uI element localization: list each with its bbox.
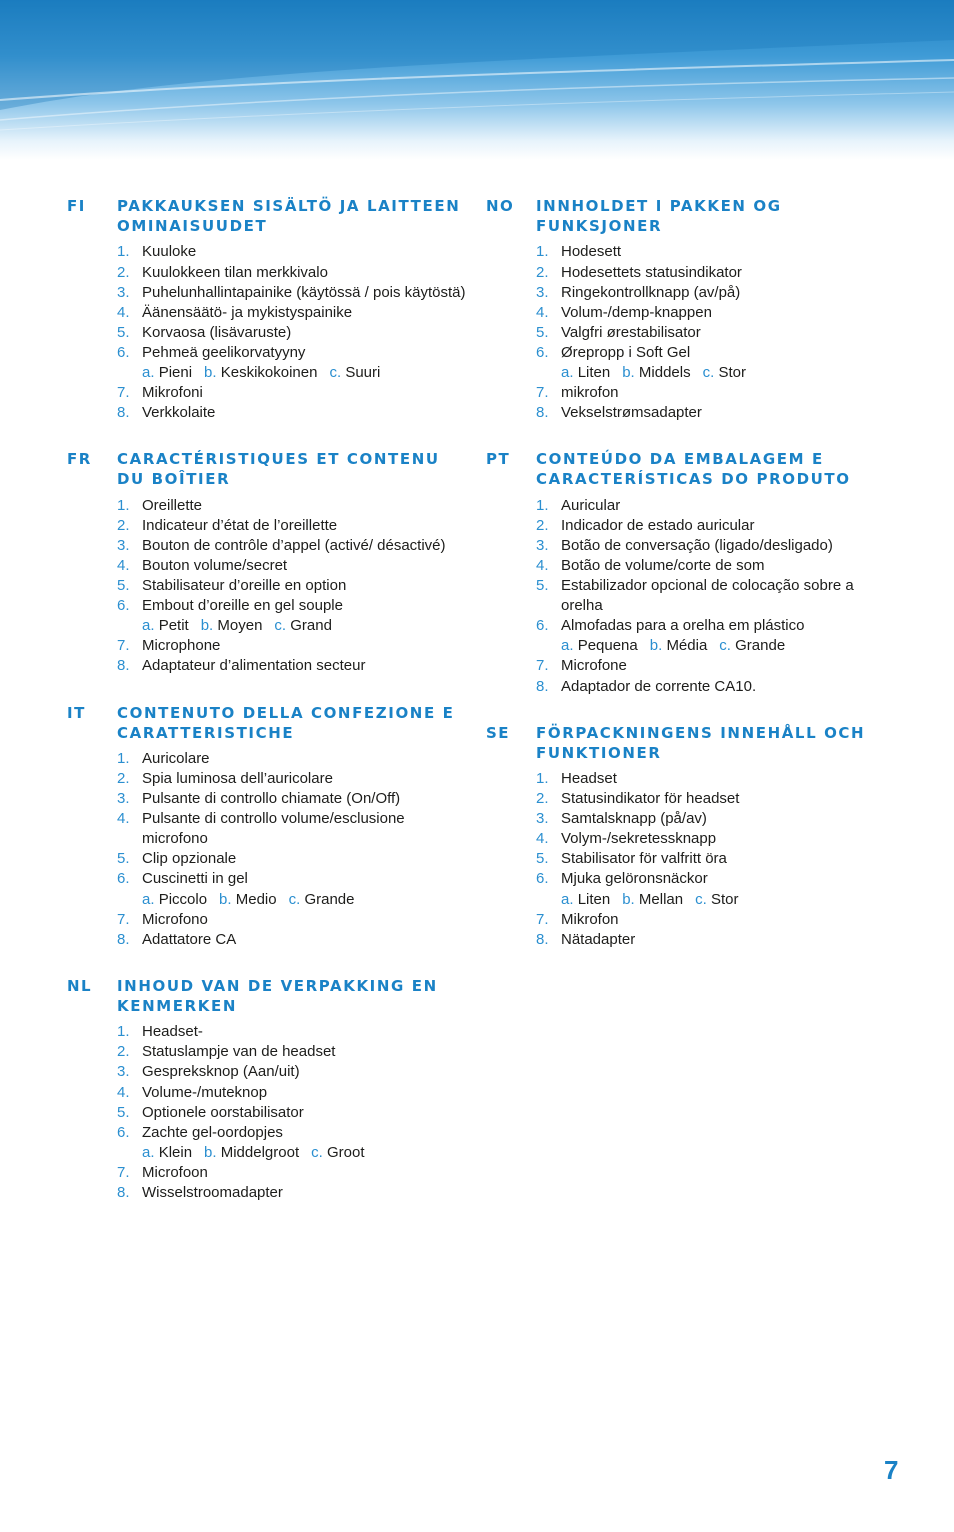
- section-nl: [67, 976, 467, 1203]
- size-letter: c.: [274, 617, 287, 635]
- language-code: FR: [67, 450, 92, 469]
- list-item: [117, 849, 467, 869]
- item-text: Pehmeä geelikorvatyyny: [142, 343, 306, 361]
- item-number: 6.: [117, 1123, 130, 1141]
- item-number: 6.: [117, 597, 130, 615]
- item-text: Headset-: [142, 1023, 203, 1041]
- item-number: 8.: [117, 657, 130, 675]
- size-letter: b.: [622, 363, 635, 381]
- item-text: Indicateur d’état de l’oreillette: [142, 516, 338, 534]
- item-text: Ringekontrollknapp (av/på): [561, 283, 741, 301]
- item-number: 2.: [536, 516, 549, 534]
- item-text: Hodesett: [561, 243, 622, 261]
- item-text: Embout d’oreille en gel souple: [142, 597, 343, 615]
- size-option: [142, 1143, 192, 1163]
- list-item: [117, 749, 467, 769]
- item-number: 1.: [536, 770, 549, 787]
- list-item: [536, 930, 886, 950]
- size-letter: a.: [561, 890, 574, 908]
- size-option: [142, 616, 189, 636]
- item-number: 7.: [117, 910, 130, 928]
- item-text: Volym-/sekretessknapp: [561, 830, 717, 848]
- item-text: Estabilizador opcional de colocação sobre a orelha: [561, 577, 854, 615]
- size-option: [561, 363, 610, 383]
- size-name: Stor: [710, 890, 739, 908]
- section-heading: [67, 976, 467, 1016]
- size-name: Grande: [304, 890, 355, 908]
- item-text: Microfoon: [142, 1163, 208, 1181]
- item-number: 1.: [117, 496, 130, 514]
- size-option: [719, 636, 785, 656]
- item-text: Auricular: [561, 496, 621, 514]
- section-heading: [67, 196, 467, 236]
- list-item: [117, 636, 467, 656]
- item-text: mikrofon: [561, 384, 619, 402]
- item-text: Nätadapter: [561, 930, 636, 948]
- size-options: [142, 1143, 467, 1163]
- item-number: 2.: [117, 263, 130, 281]
- item-number: 8.: [536, 404, 549, 422]
- size-options: [142, 363, 467, 383]
- item-text: Bouton volume/secret: [142, 556, 288, 574]
- header-banner: [0, 0, 954, 160]
- item-text: Äänensäätö- ja mykistyspainike: [142, 303, 353, 321]
- item-number: 2.: [536, 263, 549, 281]
- item-text: Volume-/muteknop: [142, 1083, 268, 1101]
- list-item: [536, 656, 886, 676]
- size-options: [142, 890, 467, 910]
- item-text: Optionele oorstabilisator: [142, 1103, 304, 1121]
- item-text: Botão de volume/corte de som: [561, 556, 765, 574]
- section-no: [486, 196, 886, 423]
- size-name: Média: [666, 637, 708, 655]
- list-item: [536, 263, 886, 283]
- size-option: [204, 363, 317, 383]
- item-number: 7.: [536, 910, 549, 928]
- item-number: 4.: [117, 1083, 130, 1101]
- size-option: [561, 636, 638, 656]
- left-column: [67, 196, 467, 1229]
- item-text: Volum-/demp-knappen: [561, 303, 712, 321]
- item-text: Mikrofon: [561, 910, 619, 928]
- list-item: [117, 1062, 467, 1082]
- size-letter: a.: [142, 890, 155, 908]
- item-text: Mikrofoni: [142, 384, 203, 402]
- list-item: [117, 656, 467, 676]
- list-item: [117, 403, 467, 423]
- list-item: [117, 1083, 467, 1103]
- list-item: [117, 383, 467, 403]
- item-number: 6.: [536, 343, 549, 361]
- section-heading: [486, 196, 886, 236]
- size-option: [219, 890, 277, 910]
- item-text: Clip opzionale: [142, 850, 237, 868]
- item-text: Adaptateur d’alimentation secteur: [142, 657, 366, 675]
- list-item: [536, 576, 886, 616]
- item-list: [117, 242, 467, 423]
- size-option: [703, 363, 746, 383]
- section-title: INHOUD VAN DE VERPAKKING EN KENMERKEN: [117, 976, 438, 1016]
- item-list: [117, 749, 467, 950]
- item-number: 1.: [117, 749, 130, 767]
- size-letter: c.: [288, 890, 301, 908]
- size-letter: a.: [142, 617, 155, 635]
- section-fr: [67, 449, 467, 676]
- list-item: [536, 323, 886, 343]
- size-name: Pequena: [577, 637, 638, 655]
- item-text: Microfono: [142, 910, 208, 928]
- item-text: Samtalsknapp (på/av): [561, 810, 707, 828]
- item-number: 6.: [536, 617, 549, 635]
- size-name: Moyen: [217, 617, 263, 635]
- section-fi: [67, 196, 467, 423]
- item-number: 3.: [117, 1063, 130, 1081]
- list-item: [117, 769, 467, 789]
- size-name: Liten: [577, 890, 611, 908]
- size-letter: b.: [649, 637, 663, 655]
- item-text: Vekselstrømsadapter: [561, 404, 702, 422]
- item-number: 2.: [117, 770, 130, 787]
- page-number: 7: [884, 1455, 899, 1485]
- size-letter: c.: [695, 890, 707, 908]
- size-option: [329, 363, 380, 383]
- size-options: [561, 363, 886, 383]
- item-text: Statuslampje van de headset: [142, 1043, 336, 1061]
- section-title: FÖRPACKNINGENS INNEHÅLL OCH FUNKTIONER: [536, 723, 866, 762]
- list-item: [117, 596, 467, 616]
- list-item: [536, 242, 886, 262]
- size-letter: c.: [311, 1143, 323, 1161]
- item-list: [536, 769, 886, 950]
- list-item: [536, 789, 886, 809]
- item-number: 6.: [536, 870, 549, 888]
- item-text: Bouton de contrôle d’appel (activé/ désactivé): [142, 536, 446, 554]
- item-text: Microfone: [561, 657, 627, 675]
- list-item: [117, 789, 467, 809]
- size-option: [695, 890, 738, 910]
- item-number: 2.: [117, 1043, 130, 1061]
- list-item: [536, 283, 886, 303]
- size-option: [561, 890, 610, 910]
- item-text: Spia luminosa dell’auricolare: [142, 770, 333, 787]
- size-options: [142, 616, 467, 636]
- item-number: 7.: [536, 384, 549, 402]
- size-option: [622, 890, 683, 910]
- size-letter: a.: [561, 637, 574, 655]
- size-option: [142, 363, 192, 383]
- item-text: Hodesettets statusindikator: [561, 263, 742, 281]
- item-text: Adattatore CA: [142, 930, 237, 948]
- section-title: PAKKAUKSEN SISÄLTÖ JA LAITTEEN OMINAISUUDET: [117, 197, 461, 236]
- item-number: 4.: [117, 556, 130, 574]
- list-item: [117, 930, 467, 950]
- item-text: Statusindikator för headset: [561, 790, 740, 808]
- size-name: Stor: [718, 363, 746, 381]
- size-letter: b.: [204, 1143, 217, 1161]
- item-text: Verkkolaite: [142, 404, 216, 422]
- list-item: [536, 677, 886, 697]
- item-number: 1.: [117, 243, 130, 261]
- item-text: Indicador de estado auricular: [561, 516, 755, 534]
- item-number: 3.: [536, 283, 549, 301]
- item-number: 8.: [117, 404, 130, 422]
- list-item: [117, 576, 467, 596]
- size-name: Petit: [158, 617, 189, 635]
- item-number: 5.: [536, 577, 549, 595]
- size-letter: a.: [561, 363, 574, 381]
- list-item: [117, 1163, 467, 1183]
- item-text: Gespreksknop (Aan/uit): [142, 1063, 300, 1081]
- item-number: 7.: [117, 637, 130, 655]
- item-text: Ørepropp i Soft Gel: [561, 343, 691, 361]
- item-number: 3.: [117, 283, 130, 301]
- list-item: [536, 829, 886, 849]
- size-letter: c.: [719, 637, 731, 655]
- size-option: [201, 616, 263, 636]
- size-letter: b.: [219, 890, 232, 908]
- item-number: 7.: [117, 384, 130, 402]
- list-item: [117, 323, 467, 343]
- item-number: 5.: [117, 850, 130, 868]
- size-options: [561, 890, 886, 910]
- list-item: [117, 1183, 467, 1203]
- item-number: 3.: [536, 810, 549, 828]
- size-option: [622, 363, 690, 383]
- list-item: [536, 303, 886, 323]
- language-code: SE: [486, 723, 511, 742]
- list-item: [536, 769, 886, 789]
- item-number: 8.: [536, 677, 549, 695]
- section-title: INNHOLDET I PAKKEN OG FUNKSJONER: [536, 197, 782, 236]
- list-item: [536, 849, 886, 869]
- list-item: [536, 616, 886, 636]
- size-name: Pieni: [158, 363, 193, 381]
- item-text: Pulsante di controllo volume/esclusione microfono: [142, 810, 405, 848]
- item-number: 4.: [536, 303, 549, 321]
- section-se: [486, 723, 886, 950]
- list-item: [117, 556, 467, 576]
- item-text: Zachte gel-oordopjes: [142, 1123, 283, 1141]
- size-letter: c.: [329, 363, 342, 381]
- item-number: 7.: [536, 657, 549, 675]
- size-name: Groot: [326, 1143, 365, 1161]
- item-text: Kuuloke: [142, 243, 197, 261]
- item-text: Mjuka gelöronsnäckor: [561, 870, 708, 888]
- size-letter: c.: [702, 363, 715, 381]
- section-heading: [67, 449, 467, 489]
- list-item: [117, 1042, 467, 1062]
- item-text: Microphone: [142, 637, 221, 655]
- list-item: [536, 556, 886, 576]
- item-text: Stabilisateur d’oreille en option: [142, 577, 347, 595]
- list-item: [117, 303, 467, 323]
- item-text: Oreillette: [142, 496, 203, 514]
- language-code: FI: [67, 197, 86, 215]
- language-code: IT: [67, 703, 86, 722]
- item-number: 4.: [117, 810, 130, 828]
- list-item: [536, 496, 886, 516]
- item-text: Almofadas para a orelha em plástico: [561, 617, 805, 635]
- item-text: Puhelunhallintapainike (käytössä / pois käytöstä): [142, 283, 466, 301]
- list-item: [117, 1123, 467, 1143]
- item-number: 3.: [117, 536, 130, 554]
- language-code: NO: [486, 197, 515, 215]
- item-number: 8.: [117, 1184, 130, 1201]
- list-item: [117, 869, 467, 889]
- right-column: [486, 196, 886, 976]
- item-text: Kuulokkeen tilan merkkivalo: [142, 263, 328, 281]
- item-number: 1.: [536, 496, 549, 514]
- list-item: [117, 263, 467, 283]
- size-letter: a.: [142, 363, 155, 381]
- size-letter: b.: [204, 363, 217, 381]
- size-letter: a.: [142, 1143, 155, 1161]
- list-item: [536, 809, 886, 829]
- size-option: [311, 1143, 364, 1163]
- item-number: 5.: [536, 323, 549, 341]
- list-item: [117, 343, 467, 363]
- size-options: [561, 636, 886, 656]
- section-title: CONTEÚDO DA EMBALAGEM E CARACTERÍSTICAS DO PRODUTO: [536, 450, 851, 489]
- item-text: Valgfri ørestabilisator: [561, 323, 701, 341]
- size-name: Grand: [290, 617, 332, 635]
- list-item: [117, 1103, 467, 1123]
- section-title: CARACTÉRISTIQUES ET CONTENU DU BOÎTIER: [117, 450, 440, 489]
- item-number: 4.: [117, 303, 130, 321]
- section-heading: [67, 703, 467, 743]
- section-it: [67, 703, 467, 950]
- section-heading: [486, 723, 886, 763]
- item-number: 3.: [536, 536, 549, 554]
- size-name: Liten: [577, 363, 611, 381]
- size-option: [274, 616, 332, 636]
- list-item: [536, 383, 886, 403]
- size-option: [204, 1143, 299, 1163]
- item-text: Korvaosa (lisävaruste): [142, 323, 292, 341]
- size-letter: b.: [622, 890, 635, 908]
- item-list: [536, 242, 886, 423]
- list-item: [536, 910, 886, 930]
- list-item: [536, 343, 886, 363]
- item-number: 4.: [536, 830, 549, 848]
- item-number: 8.: [117, 930, 130, 948]
- item-text: Cuscinetti in gel: [142, 870, 248, 888]
- list-item: [117, 910, 467, 930]
- size-name: Suuri: [345, 363, 381, 381]
- size-name: Keskikokoinen: [220, 363, 318, 381]
- item-list: [536, 496, 886, 697]
- list-item: [117, 496, 467, 516]
- section-title: CONTENUTO DELLA CONFEZIONE E CARATTERISTICHE: [117, 703, 455, 742]
- size-option: [289, 890, 355, 910]
- item-number: 2.: [536, 790, 549, 808]
- list-item: [536, 403, 886, 423]
- size-option: [142, 890, 207, 910]
- item-number: 6.: [117, 870, 130, 888]
- item-text: Auricolare: [142, 749, 210, 767]
- item-number: 8.: [536, 930, 549, 948]
- section-heading: [486, 449, 886, 489]
- list-item: [117, 1022, 467, 1042]
- size-option: [650, 636, 708, 656]
- list-item: [117, 242, 467, 262]
- item-text: Stabilisator för valfritt öra: [561, 850, 727, 868]
- list-item: [536, 869, 886, 889]
- item-text: Pulsante di controllo chiamate (On/Off): [142, 790, 401, 808]
- item-number: 2.: [117, 516, 130, 534]
- size-name: Middels: [638, 363, 691, 381]
- item-number: 4.: [536, 556, 549, 574]
- item-text: Adaptador de corrente CA10.: [561, 677, 757, 695]
- item-text: Wisselstroomadapter: [142, 1184, 283, 1201]
- item-number: 1.: [117, 1023, 130, 1041]
- size-name: Piccolo: [158, 890, 208, 908]
- wave-decoration: [0, 0, 954, 160]
- list-item: [117, 536, 467, 556]
- item-list: [117, 1022, 467, 1203]
- item-number: 5.: [117, 577, 130, 595]
- item-number: 7.: [117, 1163, 130, 1181]
- size-name: Mellan: [638, 890, 684, 908]
- item-list: [117, 496, 467, 677]
- list-item: [117, 809, 467, 849]
- list-item: [536, 536, 886, 556]
- size-letter: b.: [200, 617, 214, 635]
- item-number: 5.: [117, 323, 130, 341]
- item-text: Botão de conversação (ligado/desligado): [561, 536, 833, 554]
- size-name: Grande: [735, 637, 786, 655]
- list-item: [117, 283, 467, 303]
- item-number: 5.: [117, 1103, 130, 1121]
- size-name: Klein: [158, 1143, 193, 1161]
- item-number: 6.: [117, 343, 130, 361]
- list-item: [117, 516, 467, 536]
- section-pt: [486, 449, 886, 696]
- size-name: Medio: [235, 890, 277, 908]
- item-number: 5.: [536, 850, 549, 868]
- language-code: NL: [67, 976, 93, 995]
- item-text: Headset: [561, 770, 617, 787]
- language-code: PT: [486, 450, 511, 469]
- item-number: 3.: [117, 790, 130, 808]
- size-name: Middelgroot: [220, 1143, 300, 1161]
- list-item: [536, 516, 886, 536]
- item-number: 1.: [536, 243, 549, 261]
